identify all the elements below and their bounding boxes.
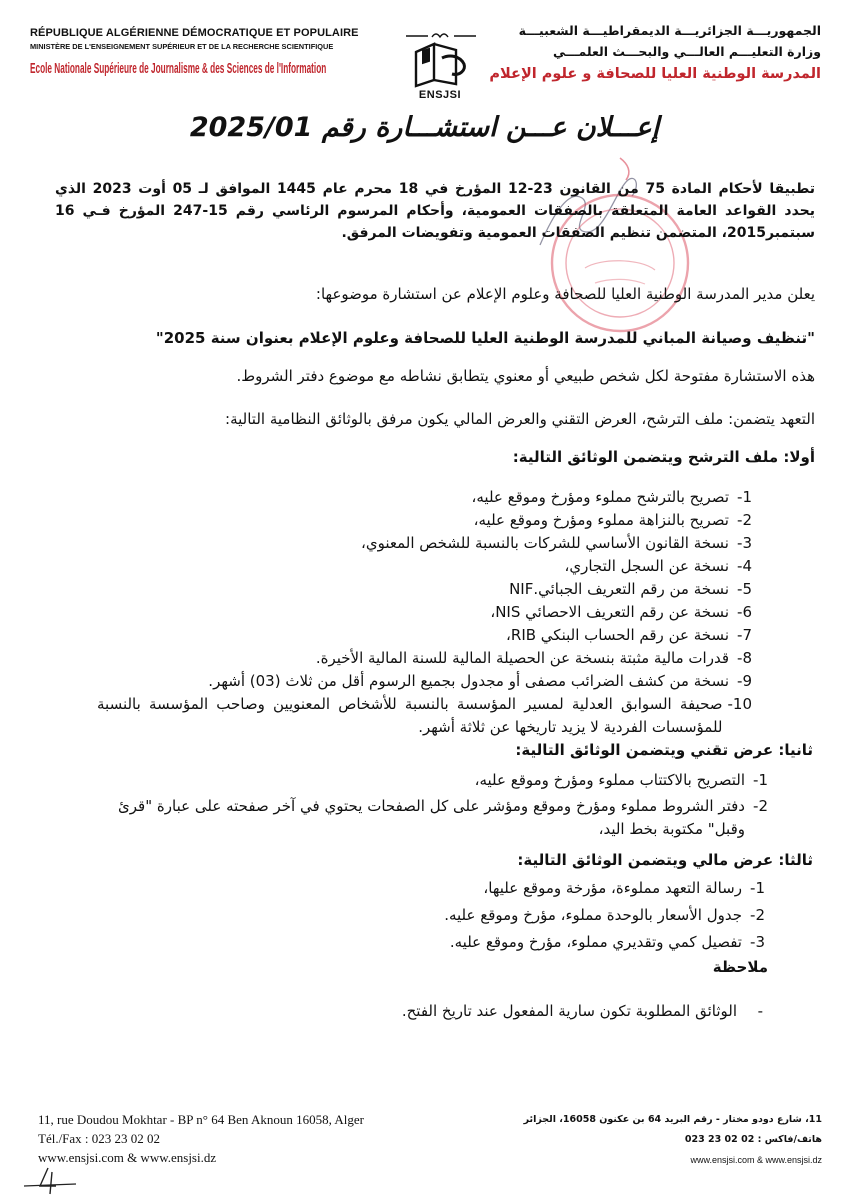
item-number: 8- [737, 649, 752, 667]
eligibility-paragraph: هذه الاستشارة مفتوحة لكل شخص طبيعي أو معنوي يتطابق نشاطه مع موضوع دفتر الشروط. [236, 367, 815, 385]
footer-website-ar-row [502, 1150, 822, 1171]
item-text: رسالة التعهد مملوءة، مؤرخة وموقع عليها، [483, 879, 742, 897]
list-item [97, 486, 752, 509]
footer-website-ar: www.ensjsi.com & www.ensjsi.dz [690, 1155, 822, 1165]
list-item [97, 555, 752, 578]
ministry-name-ar: وزارة التعليـــم العالـــي والبحـــث العلمـــي [553, 44, 821, 59]
republic-name-ar: الجمهوريـــة الجزائريـــة الديمقراطيـــة الشعبيـــة [518, 23, 821, 38]
item-text: التصريح بالاكتتاب مملوء ومؤرخ وموقع عليه، [474, 771, 745, 789]
school-name-fr: Ecole Nationale Supérieure de Journalisme & des Sciences de l'Information [30, 60, 327, 77]
item-text: نسخة عن رقم الحساب البنكي RIB، [506, 626, 729, 644]
note-list [123, 1000, 763, 1023]
item-text: الوثائق المطلوبة تكون سارية المفعول عند تاريخ الفتح. [401, 1002, 737, 1020]
list-item [97, 670, 752, 693]
footer-website-fr: www.ensjsi.com & www.ensjsi.dz [38, 1150, 217, 1165]
logo-name: ENSJSI [418, 89, 462, 101]
item-text: تصريح بالنزاهة مملوء ومؤرخ وموقع عليه، [473, 511, 729, 529]
item-text: جدول الأسعار بالوحدة مملوء، مؤرخ وموقع عليه. [444, 906, 742, 924]
school-name-fr-wrapper [30, 60, 375, 80]
list-item [97, 578, 752, 601]
header-french-block [30, 27, 375, 80]
item-text: دفتر الشروط مملوء ومؤرخ وموقع ومؤشر على كل الصفحات يحتوي في آخر صفحته على عبارة "قرئ وقبل" مكتوبة بخط اليد، [118, 797, 745, 838]
item-number: 5- [737, 580, 752, 598]
footer-address-ar: 11، شارع دودو مختار - رقم البريد 64 بن عكنون 16058، الجزائر [523, 1114, 822, 1125]
list-item [118, 769, 768, 792]
tender-contents-paragraph: التعهد يتضمن: ملف الترشح، العرض التقني والعرض المالي يكون مرفق بالوثائق النظامية التالية: [225, 410, 815, 428]
legal-basis-paragraph: تطبيقا لأحكام المادة 75 من القانون 23-12 المؤرخ في 18 محرم عام 1445 الموافق لـ 05 أوت 2023 الذي يحدد القواعد العامة المتعلقة بالصفقات العمومية، وأحكام المرسوم الرئاسي رقم 15-247 المؤرخ فـي 16 سبتمبر2015، المتضمن تنظيم الصفقات العمومية وتفويضات المرفق. [55, 181, 816, 241]
item-number: 1- [737, 488, 752, 506]
item-text: نسخة القانون الأساسي للشركات بالنسبة للشخص المعنوي، [361, 534, 729, 552]
item-number: 10- [727, 695, 752, 713]
technical-offer-list [118, 769, 768, 844]
item-text: قدرات مالية مثبتة بنسخة عن الحصيلة المالية للسنة المالية الأخيرة. [315, 649, 729, 667]
header-arabic-block [489, 20, 821, 86]
note-heading: ملاحظة [712, 958, 768, 976]
item-text: نسخة عن رقم التعريف الاحصائي NIS، [490, 603, 729, 621]
section-heading-technical-offer: ثانيا: عرض تقني ويتضمن الوثائق التالية: [515, 741, 813, 759]
item-text: نسخة من رقم التعريف الجبائي.NIF [509, 580, 729, 598]
item-bullet: - [757, 1002, 763, 1020]
item-text: نسخة عن السجل التجاري، [564, 557, 729, 575]
item-text: صحيفة السوابق العدلية لمسير المؤسسة بالنسبة للأشخاص المعنويين وصاحب المؤسسة بالنسبة للمؤسسات الفردية لا يزيد تاريخها عن ثلاثة أشهر. [97, 695, 723, 736]
item-number: 2- [750, 906, 765, 924]
item-number: 4- [737, 557, 752, 575]
item-number: 3- [750, 933, 765, 951]
school-name-ar: المدرسة الوطنية العليا للصحافة و علوم الإعلام [489, 66, 821, 82]
section-heading-financial-offer: ثالثا: عرض مالي ويتضمن الوثائق التالية: [517, 851, 813, 869]
item-number: 2- [753, 797, 768, 815]
ministry-name-fr: MINISTÈRE DE L'ENSEIGNEMENT SUPÉRIEUR ET DE LA RECHERCHE SCIENTIFIQUE [30, 42, 334, 51]
page-title: إعـــلان عـــن استشـــارة رقم 2025/01 [189, 112, 660, 143]
footer-phone-fr: Tél./Fax : 023 23 02 02 [38, 1131, 161, 1146]
republic-name-fr: RÉPUBLIQUE ALGÉRIENNE DÉMOCRATIQUE ET POPULAIRE [30, 27, 359, 39]
footer-address-fr: 11, rue Doudou Mokhtar - BP n° 64 Ben Aknoun 16058, Alger [38, 1112, 364, 1127]
financial-offer-list [125, 877, 765, 958]
footer-arabic [502, 1110, 822, 1171]
item-text: نسخة من كشف الضرائب مصفى أو مجدول بجميع الرسوم أقل من ثلاث (03) أشهر. [208, 672, 729, 690]
list-item [97, 532, 752, 555]
item-number: 2- [737, 511, 752, 529]
item-number: 3- [737, 534, 752, 552]
item-text: تصريح بالترشح مملوء ومؤرخ وموقع عليه، [471, 488, 729, 506]
list-item [123, 1000, 763, 1023]
list-item [97, 509, 752, 532]
list-item [125, 877, 765, 900]
application-file-list [97, 486, 752, 739]
list-item [97, 601, 752, 624]
footer-phone-ar: هاتف/فاكس : 02 02 23 023 [684, 1134, 822, 1145]
handwritten-page-mark [20, 1162, 80, 1198]
item-text: تفصيل كمي وتقديري مملوء، مؤرخ وموقع عليه. [449, 933, 742, 951]
list-item [125, 931, 765, 954]
item-number: 7- [737, 626, 752, 644]
list-item [97, 647, 752, 670]
footer-french [38, 1110, 364, 1167]
list-item [97, 693, 752, 739]
consultation-subject: "تنظيف وصيانة المباني للمدرسة الوطنية العليا للصحافة وعلوم الإعلام بعنوان سنة 2025" [155, 329, 815, 347]
ensjsi-logo [398, 28, 482, 104]
list-item [97, 624, 752, 647]
announcement-paragraph: يعلن مدير المدرسة الوطنية العليا للصحافة وعلوم الإعلام عن استشارة موضوعها: [315, 285, 815, 303]
section-heading-application-file: أولا: ملف الترشح ويتضمن الوثائق التالية: [512, 448, 815, 466]
item-number: 9- [737, 672, 752, 690]
item-number: 1- [753, 771, 768, 789]
item-number: 1- [750, 879, 765, 897]
list-item [125, 904, 765, 927]
ensjsi-logo-icon [398, 28, 482, 90]
item-number: 6- [737, 603, 752, 621]
list-item [118, 795, 768, 841]
